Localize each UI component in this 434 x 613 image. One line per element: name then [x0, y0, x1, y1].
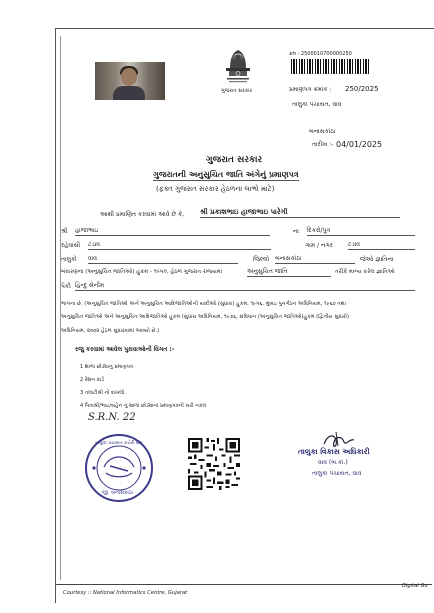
office-line: તાલુકા પંચાયત, વાવ — [292, 101, 342, 108]
entry-prefix: પૈકી — [61, 283, 71, 290]
caste-value: હિન્દુ સેનીમ — [75, 282, 415, 291]
certificate-subtitle: (ફક્ત ગુજરાત સરકાર હેઠળના લાભો માટે) — [156, 185, 275, 193]
resident-value: ટડાવ — [88, 241, 271, 250]
serial-number: ક્રમ : 2500010700000250 — [289, 51, 352, 57]
date-label: તારીખ :- — [312, 141, 334, 148]
certify-prefix: આથી પ્રમાણિત કરવામાં આવે છે કે, — [100, 211, 185, 218]
legal-paragraph-line-3: અધિનિયમ, ૨૦૦૨ હેઠળ સુધારવામાં આવ્યો છે.) — [61, 328, 160, 334]
emblem-caption: ગુજરાત સરકાર — [221, 88, 253, 94]
applicant-photo — [95, 62, 165, 100]
order-line: બંધારણના (અનુસુચિત જાતિઓ) હુકમ - ૧૯૫૦, હેઠળ ગુજરાત રાજ્યમાં — [61, 269, 223, 275]
cert-number-label: પ્રમાણપત્ર ક્રમાંક : — [289, 86, 332, 93]
resident-label: રહેવાસી — [61, 242, 81, 249]
certificate-title: ગુજરાતની અનુસુચિત જાતિ અંગેનું પ્રમાણપત્ર — [153, 170, 299, 179]
barcode-icon — [291, 59, 371, 74]
district-value: બનાસકાંઠા — [275, 255, 355, 264]
legal-paragraph-line-2: અનુસુચિત જાતિઓ અને અનુસુચિત આદિજાતિઓ હુકમ (સુધારા અધિનિયમ, ૧૯૭૬, સંવિધાન (અનુસુચિત જાતિઓ)હુકમ (દ્વિતીય સુધારો) — [61, 314, 350, 320]
officer-office: તાલુકા પંચાયત, વાવ — [312, 470, 362, 477]
document-item-4: 4 પિતાશ્રી/ભાઇ/બહેન નું શાળા છોડ્યાનાં પ્રમાણપત્રની ખરી નકલ — [80, 403, 207, 409]
top-border — [55, 28, 434, 29]
inner-left-border — [60, 36, 61, 580]
left-border — [55, 28, 56, 603]
date-value: 04/01/2025 — [336, 140, 383, 149]
village-label: ગામ / નગર — [305, 242, 333, 249]
applicant-name: શ્રી પ્રકાશભાઇ હાજાભાઇ પારેગી — [200, 208, 400, 218]
gov-title: ગુજરાત સરકાર — [206, 155, 263, 165]
cert-number-value: 250/2025 — [345, 85, 379, 93]
qr-code-icon — [188, 438, 240, 490]
legal-paragraph-line-1: ભાગના છે. (અનુસુચિત જાતિઓ અને અનુસુચિત આદિજાતિઓની યાદીઓ (સુધારા) હુકમ, ૧૯૫૬, મુંબઇ પુનર્ગઠન અધિનિયમ, ૧૯૬૦ તથા — [61, 301, 347, 307]
seal-text-bottom: જી. બનાસકાંઠા — [102, 490, 134, 496]
recognized-label: તરીકે માન્ય કરેલ જ્ઞાતિઓ — [335, 269, 395, 275]
of-label: ના — [293, 228, 299, 235]
footer-courtesy: Courtesy :: National Informatics Centre, Gujarat — [63, 590, 188, 596]
relation-value: દિકરો/પુત્ર — [307, 227, 415, 236]
taluka-label: તાલુકો — [61, 256, 77, 263]
village-value: ટડાવ — [348, 241, 415, 250]
handwritten-note: S.R.N. 22 — [88, 412, 136, 423]
category-value: અનુસુચિત જાતિ — [247, 268, 331, 277]
document-item-1: 1 શાળા છોડ્યાનું પ્રમાણપત્ર — [80, 364, 133, 370]
seal-text-top: તાલુકા પંચાયત કચેરી વાવ — [95, 441, 143, 446]
document-item-2: 2 રેશન કાર્ડ — [80, 377, 105, 383]
footer-digital: Digital Gu — [402, 583, 428, 589]
national-emblem-icon — [221, 44, 255, 86]
father-name: હાજાભાઇ — [75, 227, 270, 236]
taluka-value: વાવ — [88, 255, 238, 264]
officer-subtitle: વાવ (બ.કાં.) — [318, 459, 348, 466]
officer-title: તાલુકા વિકાસ અધિકારી — [298, 447, 370, 456]
document-item-3: 3 તલાટીશ્રી નો દાખલો. — [80, 390, 126, 396]
documents-heading: રજુ કરવામાં આવેલ પુરાવાઓની વિગત :- — [75, 346, 175, 353]
district-line: બનાસકાંઠા — [309, 128, 336, 135]
district-label: જિલ્લો — [253, 256, 270, 263]
father-prefix: શ્રી — [61, 228, 68, 235]
jati-label: જેઓ જ્ઞાતિના — [360, 256, 394, 263]
